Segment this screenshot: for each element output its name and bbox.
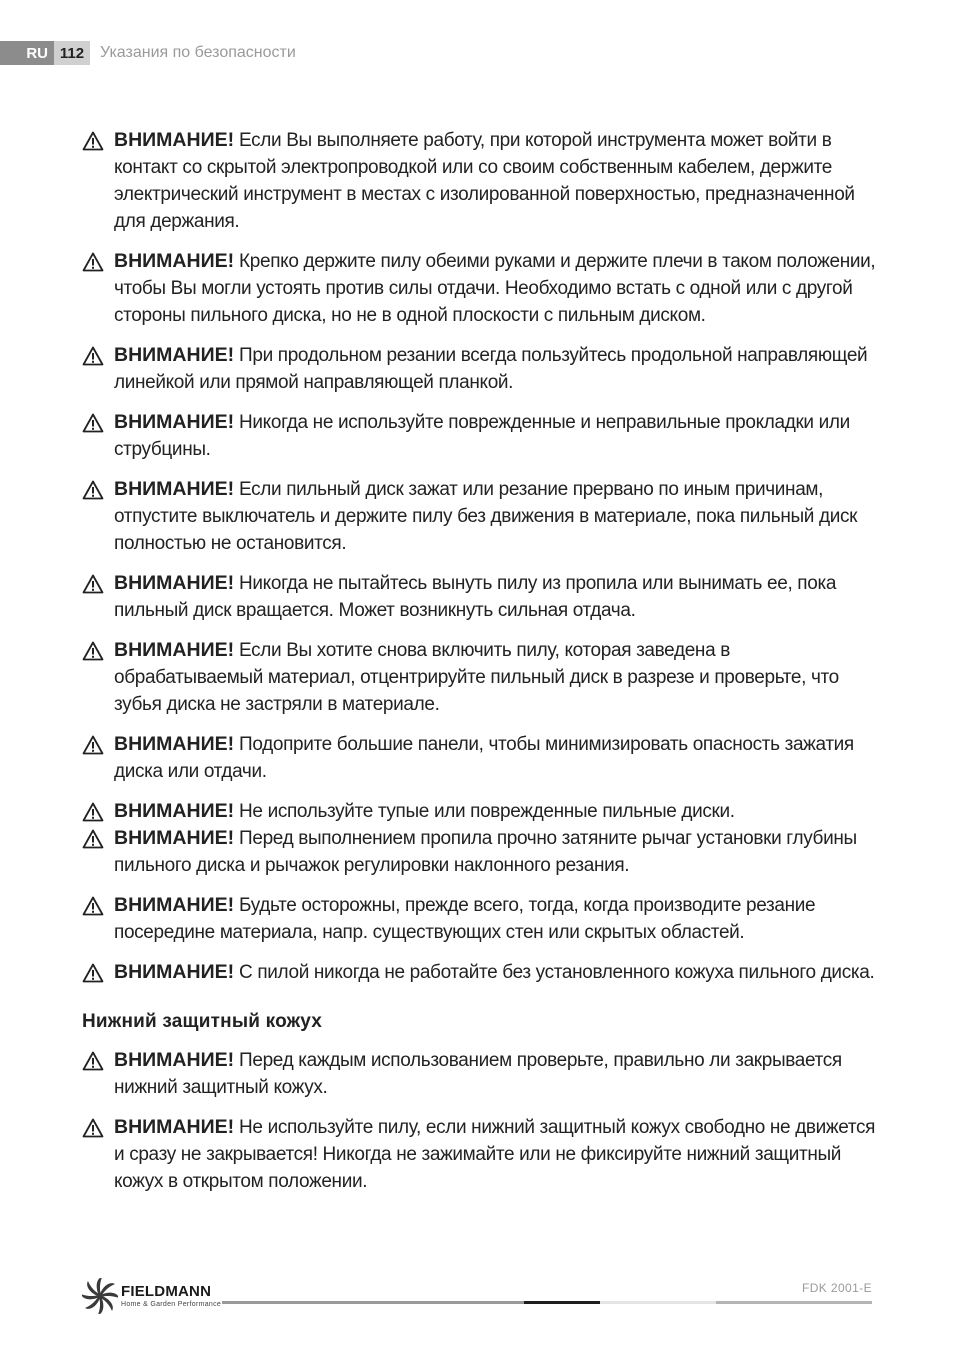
warning-item — [82, 476, 882, 557]
warning-item — [82, 892, 882, 946]
model-number: FDK 2001-E — [801, 1281, 872, 1295]
warning-label: ВНИМАНИЕ! — [114, 129, 235, 151]
warning-text: Не используйте тупые или поврежденные пильные диски. — [239, 801, 735, 822]
warning-label: ВНИМАНИЕ! — [114, 961, 235, 983]
warning-text: Перед каждым использованием проверьте, правильно ли закрывается нижний защитный кожух. — [114, 1050, 842, 1098]
warning-label: ВНИМАНИЕ! — [114, 894, 235, 916]
warning-text: Не используйте пилу, если нижний защитный кожух свободно не движется и сразу не закрывается! Никогда не зажимайте или не фиксируйте нижний защитный кожух в открытом положении. — [114, 1117, 876, 1192]
warning-triangle-icon — [82, 1051, 104, 1071]
warning-label: ВНИМАНИЕ! — [114, 827, 235, 849]
subheading: Нижний защитный кожух — [82, 1011, 323, 1032]
warning-label: ВНИМАНИЕ! — [114, 478, 235, 500]
warning-triangle-icon — [82, 574, 104, 594]
brand-tagline: Home & Garden Performance — [121, 1300, 222, 1308]
warning-label: ВНИМАНИЕ! — [114, 1116, 235, 1138]
brand-logo — [82, 1278, 221, 1314]
footer-rule-light — [600, 1301, 716, 1304]
warning-item — [82, 342, 882, 396]
warning-label: ВНИМАНИЕ! — [114, 1049, 235, 1071]
warning-triangle-icon — [82, 252, 104, 272]
page-number: 112 — [54, 41, 90, 65]
warning-text: Если Вы выполняете работу, при которой инструмента может войти в контакт со скрытой электропроводкой или со своим собственным кабелем, держите электрический инструмент в местах с изолированной поверхностью, предназначенной для держания. — [114, 130, 855, 232]
warning-text: Если Вы хотите снова включить пилу, которая заведена в обрабатываемый материал, отцентрируйте пильный диск в разрезе и проверьте, что зубья диска не застряли в материале. — [114, 640, 839, 715]
fan-logo-icon — [82, 1278, 118, 1314]
warning-item — [82, 637, 882, 718]
footer-rule-grey — [222, 1301, 524, 1304]
warning-text: Подоприте большие панели, чтобы минимизировать опасность зажатия диска или отдачи. — [114, 734, 854, 782]
warning-text: Если пильный диск зажат или резание прервано по иным причинам, отпустите выключатель и держите пилу без движения в материале, пока пильный диск полностью не остановится. — [114, 479, 858, 554]
warning-text: С пилой никогда не работайте без установленного кожуха пильного диска. — [239, 962, 875, 983]
section-title: Указания по безопасности — [100, 44, 296, 61]
warning-item — [82, 731, 882, 785]
warning-text: Крепко держите пилу обеими руками и держите плечи в таком положении, чтобы Вы могли устоять против силы отдачи. Необходимо встать с одной или с другой стороны пильного диска, но не в одной плоскости с пильным диском. — [114, 251, 876, 326]
document-body — [82, 127, 882, 1195]
warning-text: При продольном резании всегда пользуйтесь продольной направляющей линейкой или прямой направляющей планкой. — [114, 345, 868, 393]
warning-label: ВНИМАНИЕ! — [114, 411, 235, 433]
page-header — [0, 41, 296, 65]
footer-rule-dark — [524, 1301, 600, 1304]
warning-item — [82, 798, 882, 825]
warning-triangle-icon — [82, 346, 104, 366]
warning-label: ВНИМАНИЕ! — [114, 344, 235, 366]
warning-triangle-icon — [82, 896, 104, 916]
warning-triangle-icon — [82, 641, 104, 661]
warning-triangle-icon — [82, 413, 104, 433]
warning-label: ВНИМАНИЕ! — [114, 572, 235, 594]
warning-text: Никогда не используйте поврежденные и неправильные прокладки или струбцины. — [114, 412, 850, 460]
warning-item — [82, 959, 882, 986]
warning-item — [82, 1114, 882, 1195]
warning-triangle-icon — [82, 735, 104, 755]
warning-label: ВНИМАНИЕ! — [114, 639, 235, 661]
language-badge: RU — [0, 41, 54, 65]
warning-text: Перед выполнением пропила прочно затяните рычаг установки глубины пильного диска и рычажок регулировки наклонного резания. — [114, 828, 857, 876]
warning-triangle-icon — [82, 1118, 104, 1138]
warning-item — [82, 570, 882, 624]
warning-item — [82, 1047, 882, 1101]
warning-item — [82, 248, 882, 329]
warning-text: Никогда не пытайтесь вынуть пилу из пропила или вынимать ее, пока пильный диск вращается. Может возникнуть сильная отдача. — [114, 573, 837, 621]
warning-label: ВНИМАНИЕ! — [114, 250, 235, 272]
warning-triangle-icon — [82, 480, 104, 500]
warning-triangle-icon — [82, 131, 104, 151]
brand-name: FIELDMANN — [121, 1282, 212, 1300]
warning-triangle-icon — [82, 829, 104, 849]
warning-item — [82, 409, 882, 463]
warning-text: Будьте осторожны, прежде всего, тогда, когда производите резание посередине материала, напр. существующих стен или скрытых областей. — [114, 895, 816, 943]
footer-rule-mid — [716, 1301, 872, 1304]
warning-item — [82, 825, 882, 879]
warning-label: ВНИМАНИЕ! — [114, 800, 235, 822]
warning-triangle-icon — [82, 963, 104, 983]
warning-item — [82, 127, 882, 235]
warning-label: ВНИМАНИЕ! — [114, 733, 235, 755]
warning-triangle-icon — [82, 802, 104, 822]
